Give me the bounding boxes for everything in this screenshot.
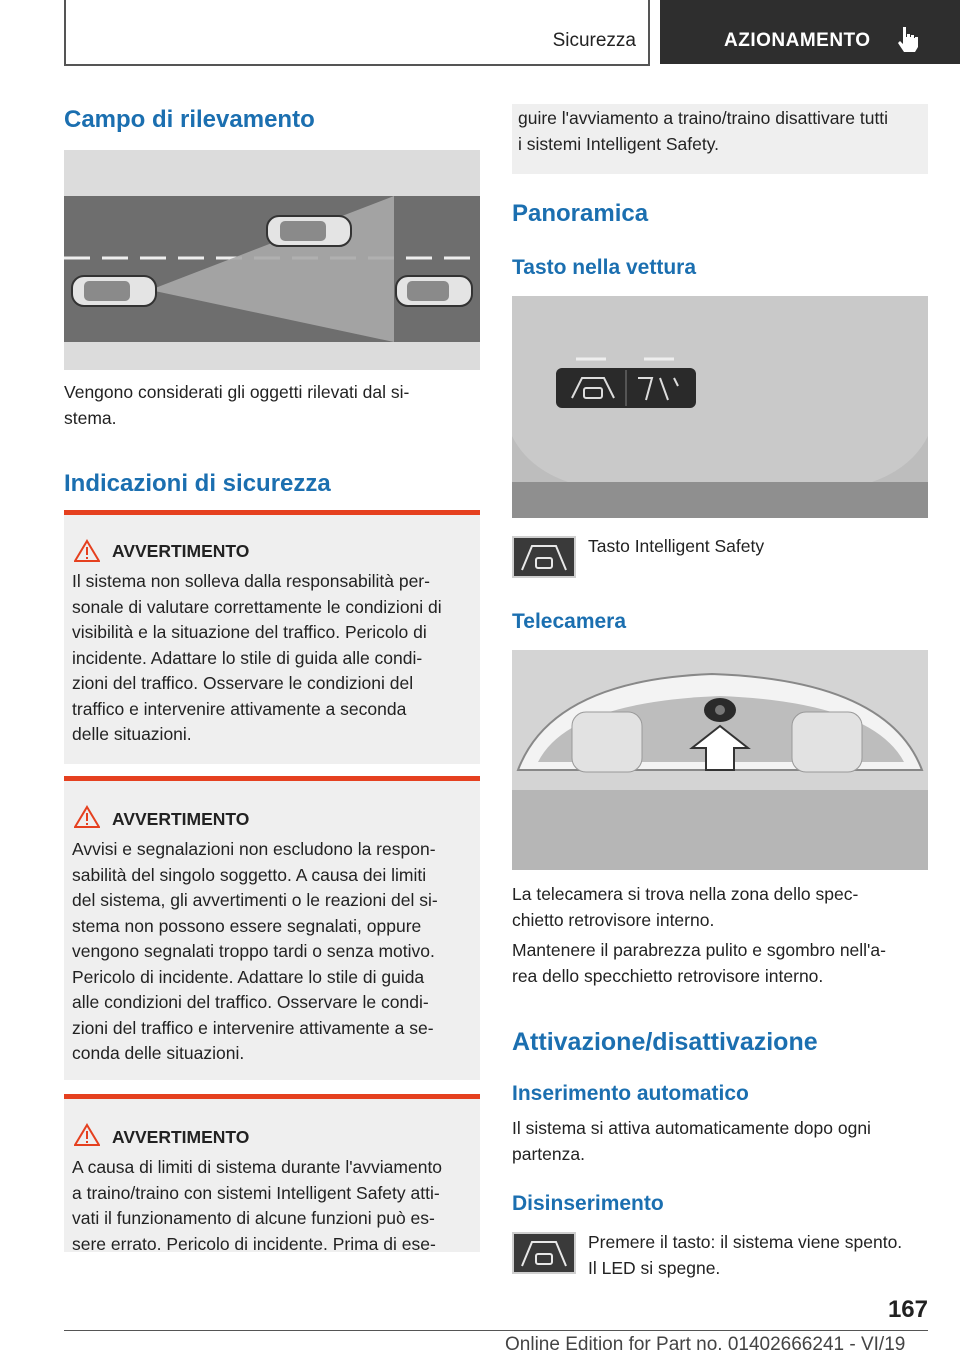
button-title: Tasto nella vettura (512, 256, 696, 279)
header-section-label: Sicurezza (552, 30, 636, 51)
page-number: 167 (887, 1296, 928, 1323)
warning-triangle-icon (74, 539, 100, 563)
detection-text: Vengono considerati gli oggetti rilevati dal si- stema. (64, 382, 410, 428)
warning-triangle-icon (74, 1123, 100, 1147)
pointing-hand-icon (896, 26, 918, 52)
header-section-tab (64, 0, 650, 66)
camera-photo (512, 650, 928, 870)
warning-title: AVVERTIMENTO (112, 809, 250, 829)
car-icon (396, 276, 472, 306)
button-caption: Tasto Intelligent Safety (588, 536, 765, 556)
detection-title: Campo di rilevamento (64, 106, 315, 133)
auto-activation-title: Inserimento automatico (512, 1082, 749, 1105)
detection-range-figure (64, 150, 480, 370)
warning-continuation-box (512, 104, 928, 174)
deactivation-text: Premere il tasto: il sistema viene spento. Il LED si spegne. (588, 1232, 903, 1278)
car-icon (72, 276, 156, 306)
warning-box (64, 1094, 480, 1252)
footer-divider (64, 1330, 928, 1331)
warning-text: A causa di limiti di sistema durante l'avviamento a traino/traino con sistemi Intelligent Safety atti- vati il funzionamento di alcune funzioni può es- sere errato. Pericolo di incidente. Prima di ese- (72, 1157, 443, 1254)
warning-box (64, 510, 480, 764)
warning-triangle-icon (74, 805, 100, 829)
safety-title: Indicazioni di sicurezza (64, 470, 331, 497)
warning-text: Il sistema non solleva dalla responsabilità per- sonale di valutare correttamente le condizioni di visibilità e la situazione del traffico. Pericolo di incidente. Adattare lo stile di guida alle condi- zioni del traffico. Osservare le condizioni del traffico e intervenire attivamente a seconda delle situazioni. (72, 571, 442, 744)
camera-care-text: Mantenere il parabrezza pulito e sgombro nell'a- rea dello specchietto retrovisore interno. (512, 940, 886, 986)
warning-title: AVVERTIMENTO (112, 541, 250, 561)
warning-continuation-text: guire l'avviamento a traino/traino disattivare tutti i sistemi Intelligent Safety. (518, 108, 889, 154)
warning-box (64, 776, 480, 1080)
car-icon (267, 216, 351, 246)
intelligent-safety-button-icon (512, 536, 576, 578)
warning-text: Avvisi e segnalazioni non escludono la respon- sabilità del singolo soggetto. A causa dei limiti del sistema, gli avvertimenti o le reazioni del si- stema non possono essere segnalati, oppure vengono segnalati troppo tardi o senza motivo. Pericolo di incidente. Adattare lo stile di guida alle condizioni del traffico. Osservare le condi- zioni del traffico e intervenire attivamente a se- conda delle situazioni. (72, 839, 438, 1063)
header-chapter-tab (660, 0, 960, 64)
camera-location-text: La telecamera si trova nella zona dello spec- chietto retrovisore interno. (512, 884, 859, 930)
warning-title: AVVERTIMENTO (112, 1127, 250, 1147)
header-chapter-label: AZIONAMENTO (724, 30, 871, 51)
activation-title: Attivazione/disattivazione (512, 1028, 818, 1056)
button-photo (512, 296, 928, 518)
camera-title: Telecamera (512, 610, 627, 633)
footer-edition: Online Edition for Part no. 01402666241 - VI/19 (505, 1334, 906, 1355)
auto-activation-text: Il sistema si attiva automaticamente dopo ogni partenza. (512, 1118, 871, 1164)
overview-title: Panoramica (512, 200, 649, 227)
deactivation-title: Disinserimento (512, 1192, 664, 1215)
intelligent-safety-button-icon (512, 1232, 576, 1274)
